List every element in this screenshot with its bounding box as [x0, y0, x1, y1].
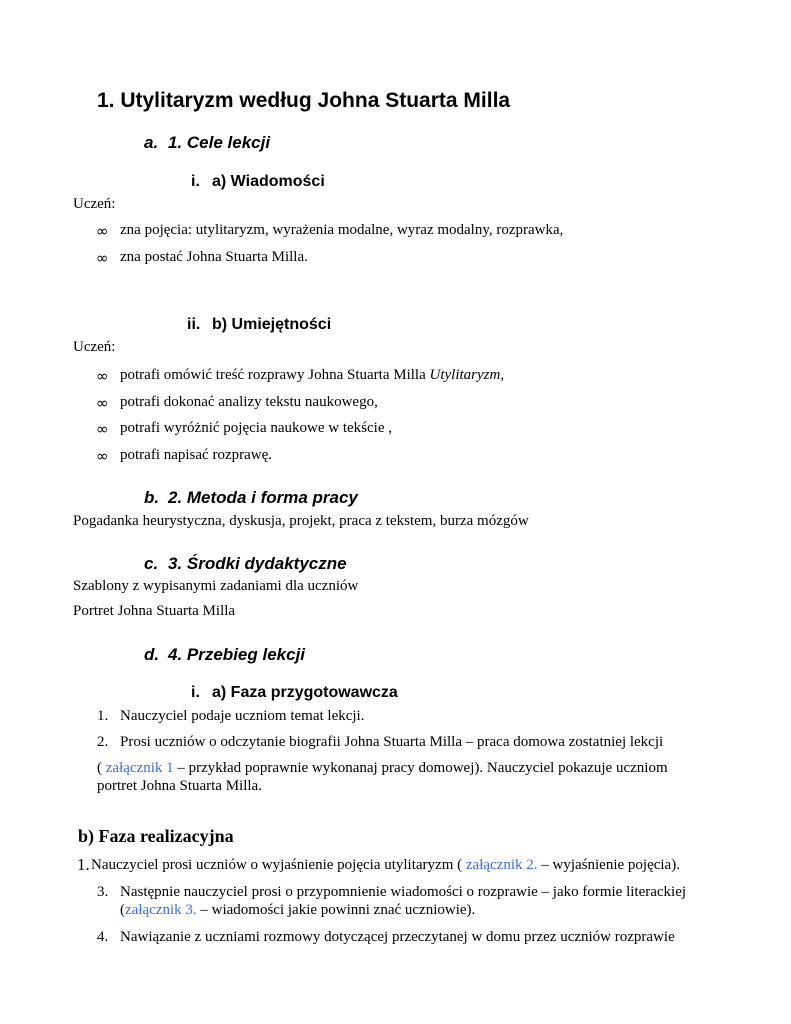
subsection-wiadomosci-marker: i.: [191, 173, 200, 190]
bullet-icon: ∞: [96, 420, 109, 438]
faza-b-item: Następnie nauczyciel prosi o przypomnienie wiadomości o rozprawie – jako formie literackiej: [120, 884, 687, 900]
section-b-marker: b.: [144, 488, 160, 507]
faza-a-marker: i.: [191, 684, 200, 701]
paren-open: (: [97, 760, 106, 776]
faza-b-text-rest: – wyjaśnienie pojęcia).: [537, 857, 680, 873]
bullet-icon: ∞: [96, 447, 109, 465]
bullet-icon: ∞: [96, 249, 109, 267]
section-c-heading: 3. Środki dydaktyczne: [168, 554, 347, 573]
continuation-text: – przykład poprawnie wykonanaj pracy domowej). Nauczyciel pokazuje uczniom: [173, 760, 668, 776]
list-number: 1.: [97, 708, 109, 724]
wiadomosci-item: zna postać Johna Stuarta Milla.: [120, 249, 308, 265]
faza-a-item: Nauczyciel podaje uczniom temat lekcji.: [120, 708, 365, 724]
faza-b-heading: b) Faza realizacyjna: [78, 826, 234, 846]
section-c-marker: c.: [144, 554, 159, 573]
faza-b-text: Nauczyciel prosi uczniów o wyjaśnienie pojęcia utylitaryzm (: [91, 857, 466, 873]
list-number: 2.: [97, 734, 109, 750]
faza-a-item: Prosi uczniów o odczytanie biografii Johna Stuarta Milla – praca domowa zostatniej lekcji: [120, 734, 664, 750]
umiejetnosci-item: potrafi dokonać analizy tekstu naukowego,: [120, 394, 378, 410]
umiejetnosci-item-italic: Utylitaryzm,: [429, 367, 505, 383]
section-a-heading: 1. Cele lekcji: [168, 133, 271, 152]
attachment-3-link[interactable]: załącznik 3.: [125, 902, 197, 918]
section-a-marker: a.: [144, 133, 159, 152]
page-title: 1. Utylitaryzm według Johna Stuarta Milla: [97, 89, 511, 112]
faza-b-item-continuation: [120, 902, 475, 919]
list-number: 3.: [97, 884, 109, 900]
faza-a-heading: a) Faza przygotowawcza: [212, 684, 398, 701]
bullet-icon: ∞: [96, 367, 109, 385]
umiejetnosci-item: potrafi napisać rozprawę.: [120, 447, 273, 463]
subsection-umiejetnosci-marker: ii.: [187, 316, 201, 333]
faza-a-continuation-line2: portret Johna Stuarta Milla.: [97, 778, 262, 794]
wiadomosci-item: zna pojęcia: utylitaryzm, wyrażenia modalne, wyraz modalny, rozprawka,: [120, 222, 564, 238]
section-d-marker: d.: [144, 645, 160, 664]
umiejetnosci-item: [120, 367, 504, 384]
section-b-heading: 2. Metoda i forma pracy: [168, 488, 358, 507]
umiejetnosci-item-text: potrafi omówić treść rozprawy Johna Stuarta Milla: [120, 367, 430, 383]
faza-b-item: Nawiązanie z uczniami rozmowy dotyczącej przeczytanej w domu przez uczniów rozprawie: [120, 929, 675, 945]
paren-open: (: [120, 902, 125, 918]
umiejetnosci-item: potrafi wyróżnić pojęcia naukowe w tekście ,: [120, 420, 392, 436]
attachment-2-link[interactable]: załącznik 2.: [465, 857, 538, 873]
section-c-line: Portret Johna Stuarta Milla: [73, 603, 236, 619]
list-number: 4.: [97, 929, 109, 945]
umiejetnosci-intro: Uczeń:: [73, 339, 116, 355]
section-d-heading: 4. Przebieg lekcji: [168, 645, 306, 664]
faza-b-paragraph: [91, 857, 680, 874]
section-b-text: Pogadanka heurystyczna, dyskusja, projekt, praca z tekstem, burza mózgów: [73, 513, 529, 529]
list-number: 1.: [77, 855, 90, 874]
subsection-umiejetnosci-heading: b) Umiejętności: [212, 316, 332, 333]
bullet-icon: ∞: [96, 222, 109, 240]
section-c-line: Szablony z wypisanymi zadaniami dla uczniów: [73, 578, 359, 594]
faza-a-continuation: [97, 760, 668, 777]
bullet-icon: ∞: [96, 394, 109, 412]
attachment-1-link[interactable]: załącznik 1: [105, 760, 174, 776]
subsection-wiadomosci-heading: a) Wiadomości: [212, 173, 325, 190]
continuation-text: – wiadomości jakie powinni znać uczniowie).: [196, 902, 476, 918]
wiadomosci-intro: Uczeń:: [73, 196, 116, 212]
